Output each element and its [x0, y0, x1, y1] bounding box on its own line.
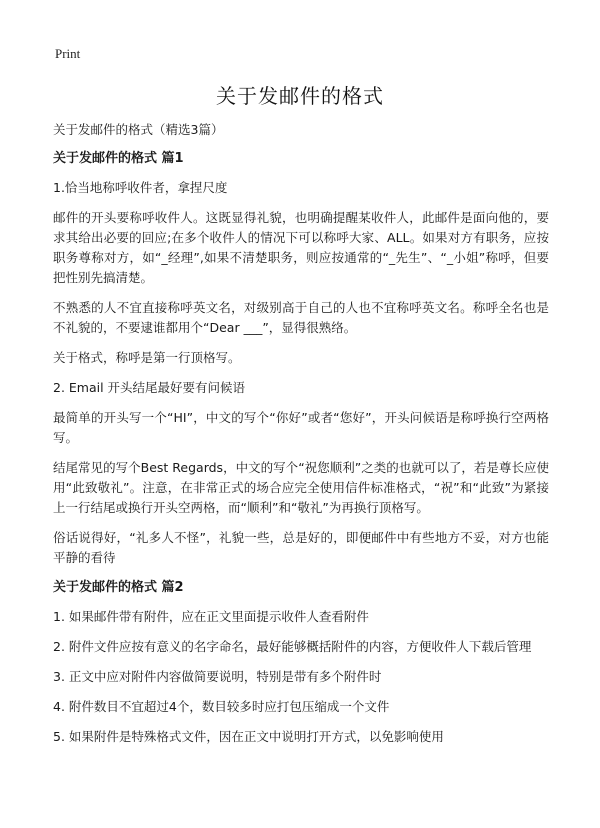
section-2-item-2: 2. 附件文件应按有意义的名字命名，最好能够概括附件的内容，方便收件人下载后管理	[53, 639, 532, 654]
section-1-paragraph-opening: 最简单的开头写一个“HI”，中文的写个“你好”或者“您好”，开头问候语是称呼换行空两格写。	[53, 410, 549, 445]
document-title: 关于发邮件的格式	[216, 84, 384, 108]
section-1-paragraph-format: 关于格式，称呼是第一行顶格写。	[53, 350, 241, 365]
section-1-item-1: 1.恰当地称呼收件者，拿捏尺度	[53, 180, 228, 195]
section-1-paragraph-closing: 结尾常见的写个Best Regards，中文的写个“祝您顺利”之类的也就可以了，若是尊长应使用“此致敬礼”。注意，在非常正式的场合应完全使用信件标准格式，“祝”和“此致”为紧接上一行结尾或换行开头空两格，而“顺利”和“敬礼”为再换行顶格写。	[53, 460, 549, 515]
document-intro: 关于发邮件的格式（精选3篇）	[53, 122, 224, 137]
section-heading-1: 关于发邮件的格式 篇1	[53, 151, 184, 166]
section-2-item-4: 4. 附件数目不宜超过4个，数目较多时应打包压缩成一个文件	[53, 699, 390, 714]
section-1-item-2: 2. Email 开头结尾最好要有问候语	[53, 380, 246, 395]
section-1-paragraph-english-name: 不熟悉的人不宜直接称呼英文名，对级别高于自己的人也不宜称呼英文名。称呼全名也是不礼貌的，不要逮谁都用个“Dear ___”，显得很熟络。	[53, 300, 549, 335]
section-2-item-5: 5. 如果附件是特殊格式文件，因在正文中说明打开方式，以免影响使用	[53, 729, 444, 744]
section-1-paragraph-courtesy: 俗话说得好，“礼多人不怪”，礼貌一些，总是好的，即便邮件中有些地方不妥，对方也能平静的看待	[53, 530, 549, 565]
section-heading-2: 关于发邮件的格式 篇2	[53, 580, 184, 595]
print-label: Print	[55, 46, 81, 61]
section-1-paragraph-greeting: 邮件的开头要称呼收件人。这既显得礼貌，也明确提醒某收件人，此邮件是面向他的，要求其给出必要的回应;在多个收件人的情况下可以称呼大家、ALL。如果对方有职务，应按职务尊称对方，如“_经理”,如果不清楚职务，则应按通常的“_先生”、“_小姐”称呼，但要把性别先搞清楚。	[53, 210, 549, 285]
section-2-item-1: 1. 如果邮件带有附件，应在正文里面提示收件人查看附件	[53, 609, 369, 624]
document-body	[53, 120, 549, 757]
section-2-item-3: 3. 正文中应对附件内容做简要说明，特别是带有多个附件时	[53, 669, 382, 684]
